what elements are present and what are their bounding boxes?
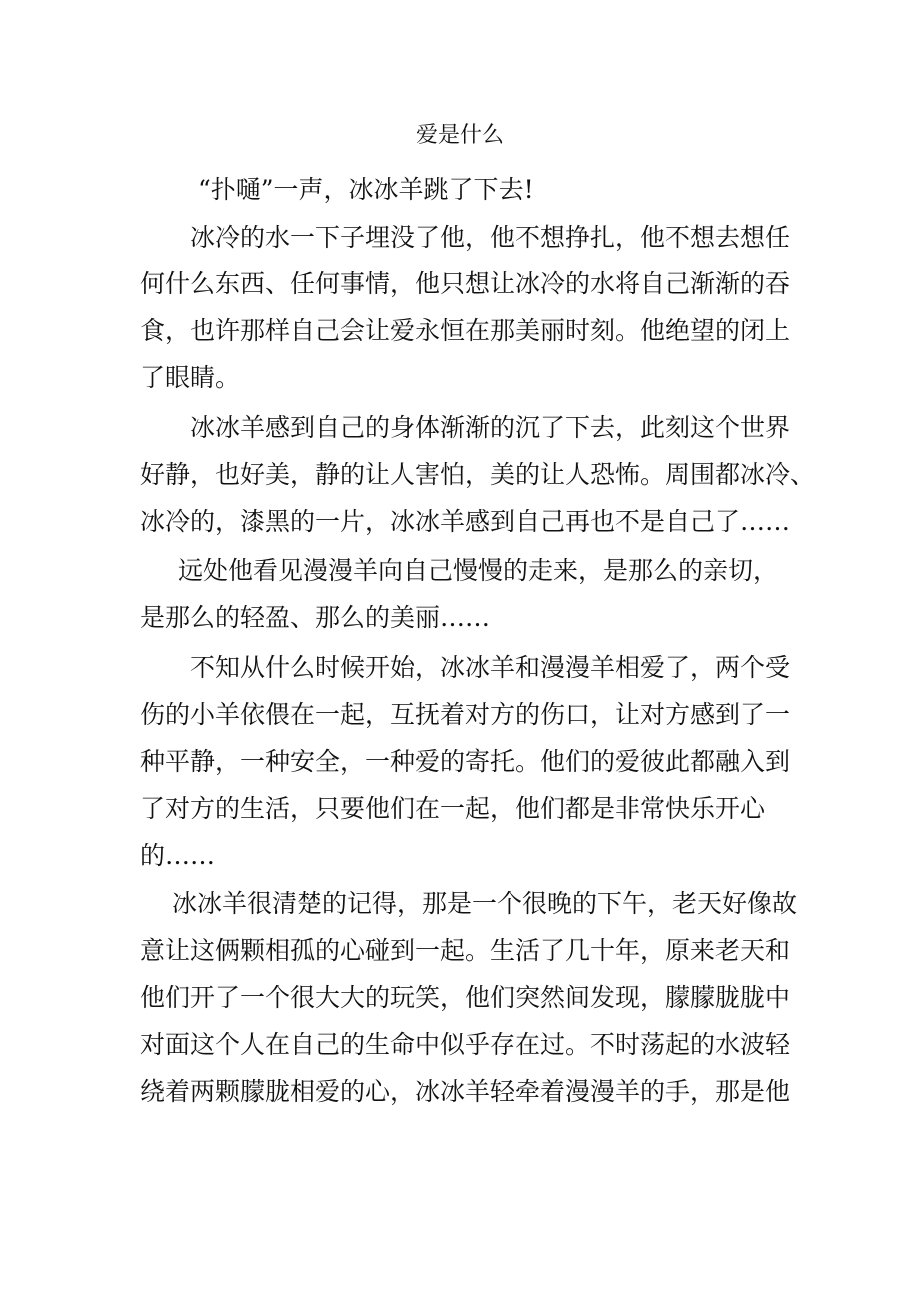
text-line: 食，也许那样自己会让爱永恒在那美丽时刻。他绝望的闭上 — [140, 316, 791, 345]
text-line: 了对方的生活，只要他们在一起，他们都是非常快乐开心 — [140, 794, 766, 823]
text-line: 远处他看见漫漫羊向自己慢慢的走来，是那么的亲切， — [178, 556, 779, 585]
text-line: 伤的小羊依偎在一起，互抚着对方的伤口，让对方感到了一 — [140, 700, 791, 729]
text-line: 何什么东西、任何事情，他只想让冰冷的水将自己渐渐的吞 — [140, 269, 791, 298]
text-line: 了眼睛。 — [140, 363, 241, 392]
text-line: 冰冰羊很清楚的记得，那是一个很晚的下午，老天好像故 — [172, 889, 798, 918]
text-line: 冰冷的水一下子埋没了他，他不想挣扎，他不想去想任 — [190, 223, 791, 252]
text-line: 不知从什么时候开始，冰冰羊和漫漫羊相爱了，两个受 — [190, 653, 791, 682]
text-line: 是那么的轻盈、那么的美丽…… — [140, 603, 491, 632]
page-title: 爱是什么 — [415, 123, 504, 148]
text-line: “扑嗵”一声，冰冰羊跳了下去! — [198, 175, 534, 204]
text-line: 对面这个人在自己的生命中似乎存在过。不时荡起的水波轻 — [140, 1030, 791, 1059]
text-line: 的…… — [140, 841, 216, 870]
text-line: 他们开了一个很大大的玩笑，他们突然间发现，朦朦胧胧中 — [140, 983, 791, 1012]
text-line: 冰冰羊感到自己的身体渐渐的沉了下去，此刻这个世界 — [190, 413, 791, 442]
text-line: 种平静，一种安全，一种爱的寄托。他们的爱彼此都融入到 — [140, 747, 791, 776]
text-line: 意让这俩颗相孤的心碰到一起。生活了几十年，原来老天和 — [140, 936, 791, 965]
text-line: 冰冷的，漆黑的一片，冰冰羊感到自己再也不是自己了…… — [140, 507, 791, 536]
text-line: 绕着两颗朦胧相爱的心，冰冰羊轻牵着漫漫羊的手，那是他 — [140, 1077, 791, 1106]
text-line: 好静，也好美，静的让人害怕，美的让人恐怖。周围都冰冷、 — [140, 460, 816, 489]
